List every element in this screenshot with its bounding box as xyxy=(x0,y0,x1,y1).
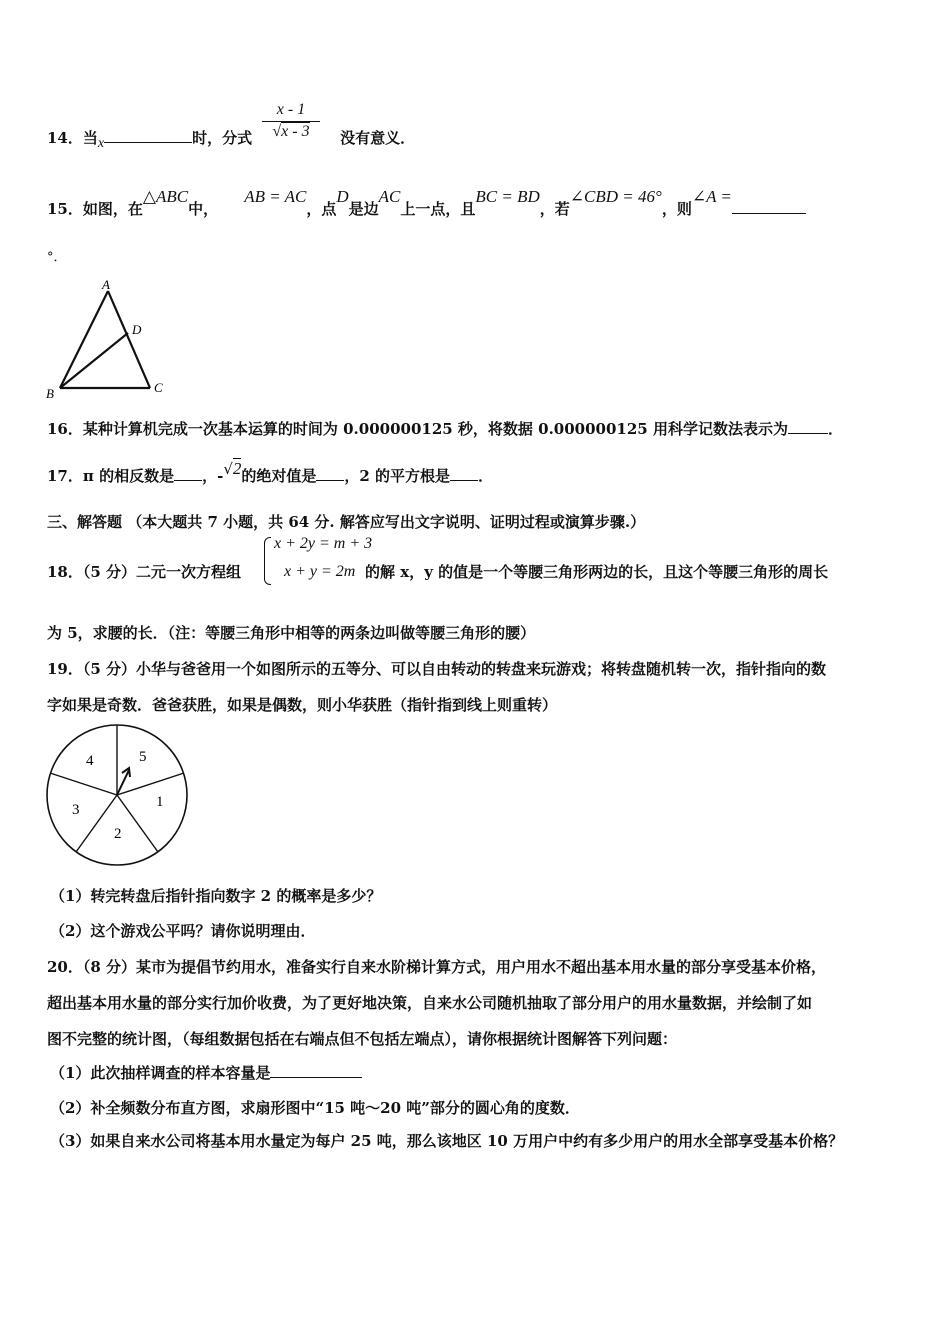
spinner-divider xyxy=(76,795,117,852)
question-18 xyxy=(47,561,828,582)
q19-line2: 字如果是奇数．爸爸获胜，如果是偶数，则小华获胜（指针指到线上则重转） xyxy=(47,696,558,714)
spinner-label-4: 4 xyxy=(86,753,94,769)
question-15 xyxy=(47,187,806,219)
q14-var: x xyxy=(97,136,105,151)
spinner-divider xyxy=(50,773,117,795)
q15-triangle: △ABC xyxy=(142,187,189,206)
q15-text: ，点 xyxy=(306,200,337,218)
q18-text: 18．（5 分）二元一次方程组 xyxy=(47,563,242,581)
spinner-label-2: 2 xyxy=(114,826,122,842)
q15-point: D xyxy=(336,187,349,206)
q15-tail: °． xyxy=(47,250,67,265)
q20-line2: 超出基本用水量的部分实行加价收费，为了更好地决策，自来水公司随机抽取了部分用户的用水量数据，并绘制了如 xyxy=(47,994,813,1012)
q19-sub2: （2）这个游戏公平吗？请你说明理由． xyxy=(50,922,316,940)
spinner-label-1: 1 xyxy=(156,794,164,810)
q15-ask: ∠A = xyxy=(691,187,732,206)
q20-sub3: （3）如果自来水公司将基本用水量定为每户 25 吨，那么该地区 10 万用户中约有多少用户的用水全部享受基本价格？ xyxy=(50,1132,844,1150)
q20-answer-blank[interactable] xyxy=(270,1063,362,1078)
q17-text: ． xyxy=(478,467,494,485)
segment-bd xyxy=(60,333,128,388)
q15-eq2: BC = BD xyxy=(475,187,540,206)
sqrt-icon: √ xyxy=(223,460,233,478)
q14-denominator: x - 3 xyxy=(281,123,310,140)
q16-text: 16．某种计算机完成一次基本运算的时间为 0.000000125 秒，将数据 0.000000125 用科学记数法表示为 xyxy=(47,420,788,438)
q17-root: 2 xyxy=(232,459,242,478)
side-ab xyxy=(60,291,108,388)
q15-angle: ∠CBD = 46° xyxy=(569,187,662,206)
label-a: A xyxy=(102,277,110,292)
spinner-label-3: 3 xyxy=(72,802,80,818)
q18-eq1: x + 2y = m + 3 xyxy=(274,535,373,552)
spinner-label-5: 5 xyxy=(139,749,147,765)
q14-label: 14．当 xyxy=(47,129,98,147)
q20-line3: 图不完整的统计图，（每组数据包括在右端点但不包括左端点），请你根据统计图解答下列问题： xyxy=(47,1030,678,1048)
q18-text: 的解 x，y 的值是一个等腰三角形两边的长，且这个等腰三角形的周长 xyxy=(365,563,829,581)
q15-text: 上一点，且 xyxy=(400,200,476,218)
q16-answer-blank[interactable] xyxy=(788,419,828,434)
spinner-divider xyxy=(117,795,158,852)
question-14 xyxy=(47,127,416,151)
q20-sub1: （1）此次抽样调查的样本容量是 xyxy=(50,1064,271,1082)
q15-eq1: AB = AC xyxy=(244,187,307,206)
q19-line1: 19．（5 分）小华与爸爸用一个如图所示的五等分、可以自由转动的转盘来玩游戏；将转盘随机转一次，指针指向的数 xyxy=(47,660,827,678)
triangle-figure xyxy=(40,276,175,401)
q15-text: ，若 xyxy=(539,200,570,218)
q17-blank-2[interactable] xyxy=(316,466,344,481)
q17-text: 的绝对值是 xyxy=(241,467,317,485)
label-d: D xyxy=(132,322,142,337)
question-17 xyxy=(47,459,494,486)
q16-tail: ． xyxy=(827,420,843,438)
question-16 xyxy=(47,418,843,439)
q15-label: 15．如图，在 xyxy=(47,200,143,218)
label-b: B xyxy=(46,386,54,401)
q17-blank-3[interactable] xyxy=(450,466,478,481)
q15-answer-blank[interactable] xyxy=(732,199,806,214)
q14-answer-blank[interactable] xyxy=(104,128,192,143)
q18-line2: 为 5，求腰的长．（注：等腰三角形中相等的两条边叫做等腰三角形的腰） xyxy=(47,624,536,642)
label-c: C xyxy=(154,380,163,395)
q15-text: 是边 xyxy=(348,200,379,218)
spinner-figure xyxy=(44,722,190,868)
q15-text: ，则 xyxy=(661,200,692,218)
q14-numerator: x - 1 xyxy=(276,101,306,118)
q20-sub1-line xyxy=(50,1062,362,1083)
side-ac xyxy=(108,291,150,388)
q17-text: ，2 的平方根是 xyxy=(344,467,451,485)
q14-text-end: 没有意义． xyxy=(340,129,416,147)
q20-line1: 20．（8 分）某市为提倡节约用水，准备实行自来水阶梯计算方式，用户用水不超出基本用水量的部分享受基本价格， xyxy=(47,958,827,976)
sqrt-icon: √ xyxy=(272,123,282,140)
q14-text: 时，分式 xyxy=(192,129,253,147)
q15-text: 中， xyxy=(188,200,219,218)
section-heading: 三、解答题 （本大题共 7 小题，共 64 分. 解答应写出文字说明、证明过程或演算步骤.） xyxy=(47,513,646,531)
q17-blank-1[interactable] xyxy=(174,466,202,481)
q17-text: 17．π 的相反数是 xyxy=(47,467,175,485)
q15-side: AC xyxy=(378,187,401,206)
q18-eq2: x + y = 2m xyxy=(284,563,356,580)
q20-sub2: （2）补全频数分布直方图，求扇形图中“15 吨～20 吨”部分的圆心角的度数． xyxy=(50,1099,580,1117)
q17-text: ，- xyxy=(202,467,224,485)
q19-sub1: （1）转完转盘后指针指向数字 2 的概率是多少？ xyxy=(50,887,382,905)
